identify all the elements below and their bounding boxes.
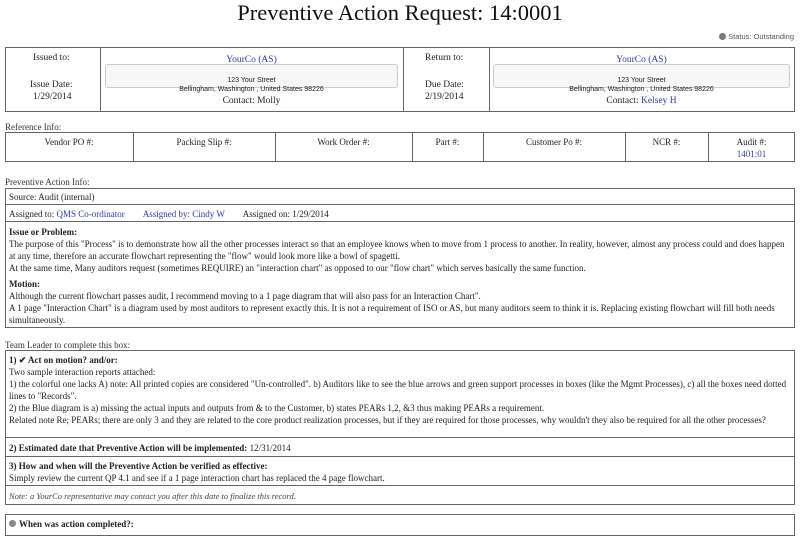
issue-date-value: 1/29/2014 [33, 92, 72, 102]
act-line-4: Related note Re; PEARs; there are only 3 and they are related to the core product realization processes, but if they are required for those processes, why wouldn't they also be required for all the other processes? [9, 415, 766, 425]
return-to-label: Return to: [425, 53, 464, 63]
act-line-1: Two sample interaction reports attached: [9, 367, 156, 377]
date-heading: 2) Estimated date that Preventive Action will be implemented: [9, 443, 248, 453]
status-dot-icon [719, 33, 726, 40]
status-indicator [719, 32, 794, 41]
verify-heading: 3) How and when will the Preventive Action be verified as effective: [9, 461, 268, 471]
date-section [9, 442, 788, 454]
issued-address-line2: Bellingham, Washington , United States 98226 [179, 86, 324, 93]
assignment-row [9, 209, 794, 219]
return-address-card [493, 55, 790, 93]
part-label: Part #: [435, 137, 460, 147]
completed-row [9, 519, 134, 529]
team-row-line-3 [5, 485, 795, 486]
assigned-to-label: Assigned to: [9, 209, 55, 219]
issue-section [9, 226, 788, 326]
team-leader-label: Team Leader to complete this box: [5, 340, 131, 350]
issued-company-link[interactable]: YourCo (AS) [226, 55, 277, 65]
verify-text: Simply review the current QP 4.1 and see if a 1 page interaction chart has replaced the 4 page flowchart. [9, 473, 385, 483]
vendor-po-label: Vendor PO #: [44, 137, 94, 147]
issue-text-1: The purpose of this "Process" is to demonstrate how all the other processes interact so that an employee knows when to move from 1 process to another. In reality, however, almost any process could and does happen at any time, therefore an accurate flowchart representing the "flow" would look more like a bowl of spagetti. [9, 239, 785, 261]
parties-divider-3 [489, 47, 490, 112]
reference-info-label: Reference Info: [5, 122, 62, 132]
ncr-label: NCR #: [652, 137, 681, 147]
date-value: 12/31/2014 [249, 443, 291, 453]
issued-address-card [105, 55, 398, 93]
parties-divider-1 [100, 47, 101, 112]
due-date-label: Due Date: [425, 80, 464, 90]
issued-to-label: Issued to: [33, 53, 70, 63]
page-title: Preventive Action Request: 14:0001 [237, 0, 563, 25]
return-address-line2: Bellingham, Washington , United States 98226 [569, 86, 714, 93]
completed-radio-icon[interactable] [9, 520, 16, 527]
preventive-row-line-1 [5, 204, 795, 205]
act-section [9, 354, 788, 426]
completed-heading: When was action completed?: [19, 519, 134, 529]
return-address-line1: 123 Your Street [617, 77, 666, 84]
issue-date-label: Issue Date: [30, 80, 73, 90]
act-line-2: 1) the colorful one lacks A) note: All printed copies are considered "Un-controlled". b) Auditors like to see the blue arrows and green support processes in boxes (like the Mgmt Processes), c) all the boxes need dotted lines to "Records". [9, 379, 787, 401]
assigned-by-link[interactable]: Cindy W [192, 209, 225, 219]
audit-number-link[interactable]: 1401:01 [736, 149, 767, 159]
act-heading: 1) ✔ Act on motion? and/or: [9, 355, 118, 365]
work-order-label: Work Order #: [317, 137, 370, 147]
finalize-note: Note: a YourCo representative may contact you after this date to finalize this record. [9, 491, 296, 501]
verify-section [9, 460, 788, 484]
customer-po-label: Customer Po #: [525, 137, 582, 147]
assigned-to-link[interactable]: QMS Co-ordinator [56, 209, 125, 219]
due-date-value: 2/19/2014 [425, 92, 464, 102]
motion-text-1: Although the current flowchart passes audit, I recommend moving to a 1 page diagram that will also pass for an Interaction Chart". [9, 291, 481, 301]
parties-divider-2 [403, 47, 404, 112]
motion-text-2: A 1 page "Interaction Chart" is a diagram used by most auditors to represent exactly this. It is not a requirement of ISO or AS, but many auditors seem to think it is. Replacing existing flowchart will fill both needs simultaneously. [9, 303, 775, 325]
team-row-line-2 [5, 456, 795, 457]
return-company-link[interactable]: YourCo (AS) [616, 55, 667, 65]
preventive-row-line-2 [5, 221, 795, 222]
status-text: Status: Outstanding [728, 32, 794, 41]
return-contact-label: Contact: [606, 96, 639, 106]
assigned-by-label: Assigned by: [142, 209, 191, 219]
act-line-3: 2) the Blue diagram is a) missing the actual inputs and outputs from & to the Customer, b) states PEARs 1,2, &3 thus making PEARs a requirement. [9, 403, 545, 413]
issue-heading: Issue or Problem: [9, 227, 78, 237]
return-contact [493, 96, 790, 106]
packing-slip-label: Packing Slip #: [176, 137, 232, 147]
audit-cell [708, 136, 795, 162]
motion-heading: Motion: [9, 279, 40, 289]
audit-label: Audit #: [736, 137, 767, 147]
issued-contact [105, 96, 398, 106]
return-contact-link[interactable]: Kelsey H [640, 96, 677, 106]
team-row-line-1 [5, 437, 795, 438]
issued-contact-name: Molly [257, 96, 281, 106]
source-text: Source: Audit (internal) [9, 192, 95, 202]
preventive-info-label: Preventive Action Info: [5, 177, 90, 187]
issued-address-line1: 123 Your Street [227, 77, 276, 84]
assigned-on-text: Assigned on: 1/29/2014 [242, 209, 329, 219]
issued-contact-label: Contact: [222, 96, 255, 106]
issue-text-2: At the same time, Many auditors request (sometimes REQUIRE) an "interaction chart" as opposed to our "flow chart" which serves basically the same function. [9, 263, 586, 273]
